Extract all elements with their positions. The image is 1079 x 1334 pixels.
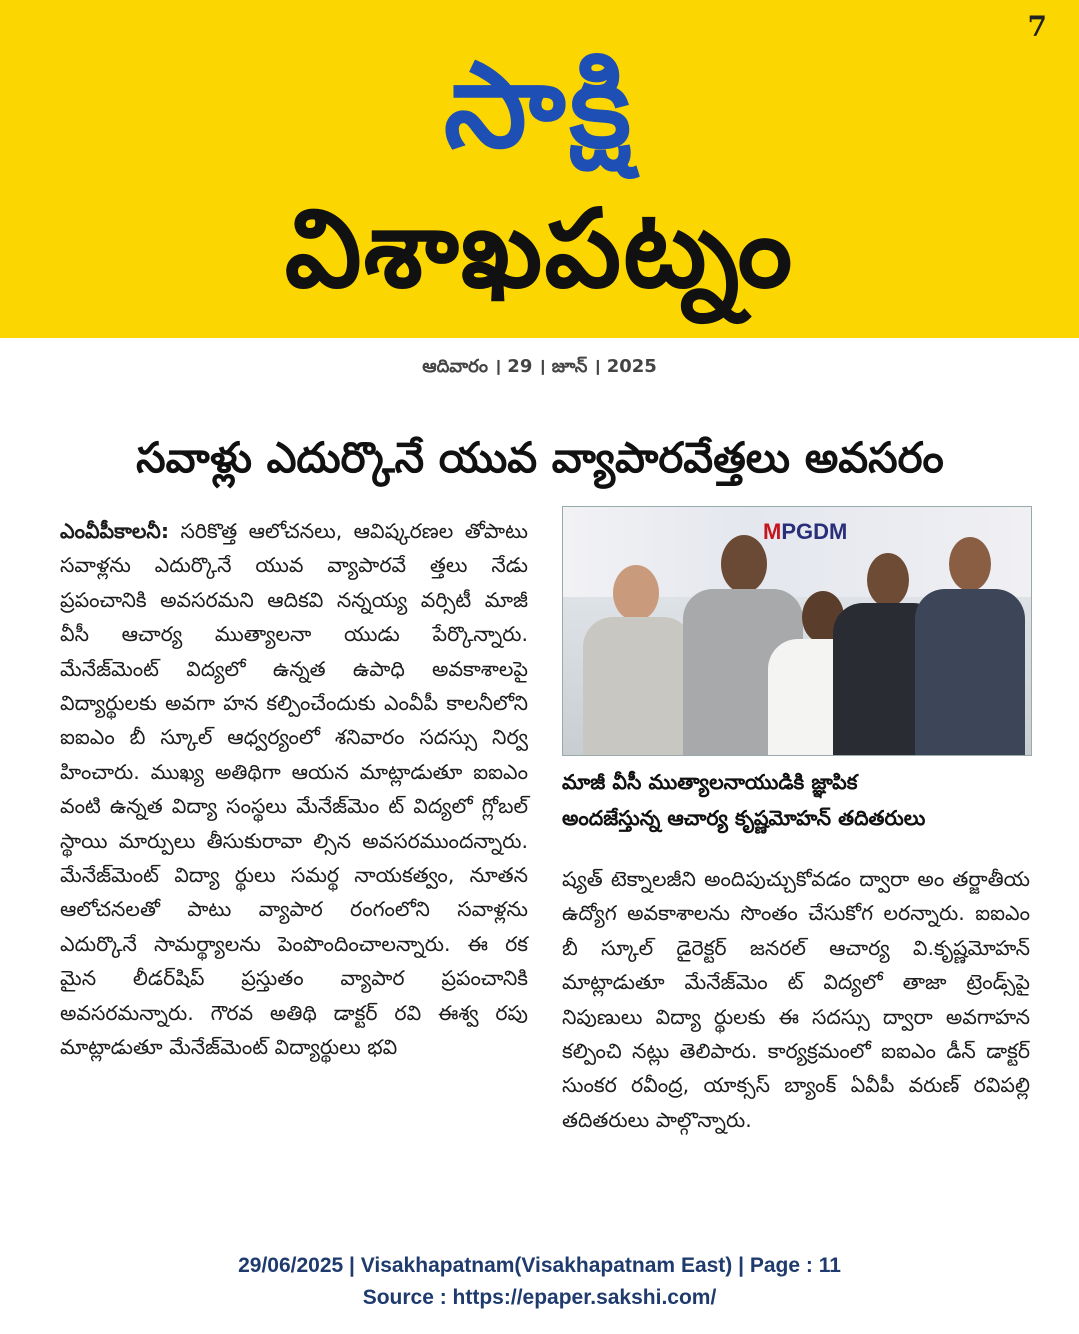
article-body-right: ష్యత్‌ టెక్నాలజీని అందిపుచ్చుకోవడం ద్వారా అం తర్జాతీయ ఉద్యోగ అవకాశాలను సొంతం చేసుకోగ లరన్నారు. ఐఐఎం బీ స్కూల్‌ డైరెక్టర్‌ జనరల్‌ ఆచార్య వి.కృష్ణమోహన్‌ మాట్లాడుతూ మేనేజ్‌మెం ట్‌ విద్యలో తాజా ట్రెండ్స్‌పై నిపుణులు విద్యా ర్థులకు ఈ సదస్సు ద్వారా అవగాహన కల్పించి నట్లు తెలిపారు. కార్యక్రమంలో ఐఐఎం డీన్‌ డాక్టర్‌ సుంకర రవీంద్ర, యాక్సస్‌ బ్యాంక్‌ ఏవీపీ వరుణ్‌ రవిపల్లి తదితరులు పాల్గొన్నారు.	[562, 867, 1030, 1132]
caption-line-2: అందజేస్తున్న ఆచార్య కృష్ణమోహన్‌ తదితరులు	[562, 806, 926, 830]
caption-line-1: మాజీ వీసీ ముత్యాలనాయుడికి జ్ఞాపిక	[562, 770, 858, 794]
dateline: ఆదివారం । 29 । జూన్‌ । 2025	[422, 356, 657, 377]
article-headline: సవాళ్లు ఎదుర్కొనే యువ వ్యాపారవేత్తలు అవసరం	[136, 433, 944, 482]
article-photo	[562, 506, 1032, 756]
masthead	[0, 0, 1079, 338]
article-column-left	[60, 514, 528, 1065]
footer-source-link[interactable]: Source : https://epaper.sakshi.com/	[362, 1286, 717, 1309]
article-body-left: సరికొత్త ఆలోచనలు, ఆవిష్కరణల తోపాటు సవాళ్లను ఎదుర్కొనే యువ వ్యాపారవే త్తలు నేడు ప్రపంచానికి అవసరమని ఆదికవి నన్నయ్య వర్సిటీ మాజీ వీసీ ఆచార్య ముత్యాలనా యుడు పేర్కొన్నారు. మేనేజ్‌మెంట్‌ విద్యలో ఉన్నత ఉపాధి అవకాశాలపై విద్యార్థులకు అవగా హన కల్పించేందుకు ఎంవీపీ కాలనీలోని ఐఐఎం బీ స్కూల్‌ ఆధ్వర్యంలో శనివారం సదస్సు నిర్వ హించారు. ముఖ్య అతిథిగా ఆయన మాట్లాడుతూ ఐఐఎం వంటి ఉన్నత విద్యా సంస్థలు మేనేజ్‌మెం ట్‌ విద్యలో గ్లోబల్‌ స్థాయి మార్పులు తీసుకురావా ల్సిన అవసరముందన్నారు. మేనేజ్‌మెంట్‌ విద్యా ర్థులు సమర్థ నాయకత్వం, నూతన ఆలోచనలతో పాటు వ్యాపార రంగంలోని సవాళ్లను ఎదుర్కొనే సామర్థ్యాలను పెంపొందించాలన్నారు. ఈ రక మైన లీడర్‌షిప్‌ ప్రస్తుతం వ్యాపార ప్రపంచానికి అవసరమన్నారు. గౌరవ అతిథి డాక్టర్‌ రవి ఈశ్వ రపు మాట్లాడుతూ మేనేజ్‌మెంట్‌ విద్యార్థులు భవి	[60, 519, 528, 1060]
article-column-right	[562, 862, 1030, 1137]
article-dateline: ఎంవీపీకాలనీ:	[60, 519, 170, 543]
person-5	[915, 531, 1025, 755]
edition-city: విశాఖపట్నం	[284, 187, 795, 312]
banner-text: MPGDM	[763, 519, 848, 544]
newspaper-logo: సాక్షి	[443, 36, 636, 174]
footer-edition-info: 29/06/2025 | Visakhapatnam(Visakhapatnam East) | Page : 11	[238, 1254, 841, 1277]
photo-caption	[562, 764, 1030, 836]
person-1	[583, 555, 693, 755]
page-number: 7	[1027, 10, 1047, 43]
